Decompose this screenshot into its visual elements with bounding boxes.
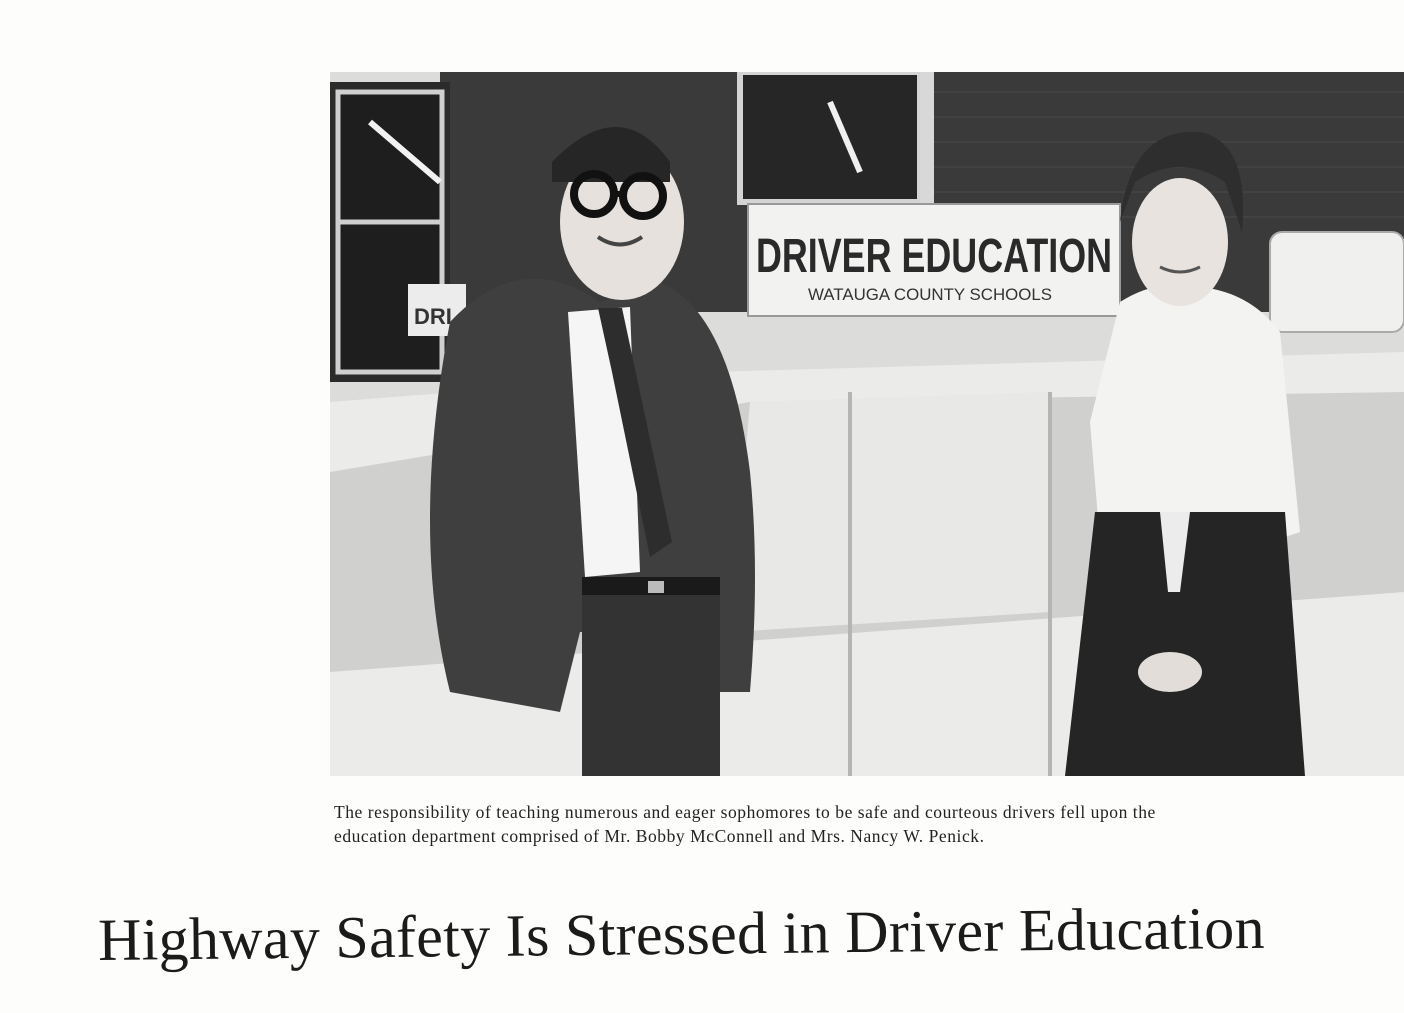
partial-sign-text: DRI bbox=[414, 304, 452, 329]
sign-subtitle: WATAUGA COUNTY SCHOOLS bbox=[808, 285, 1052, 304]
caption-line-2: education department comprised of Mr. Bobby McConnell and Mrs. Nancy W. Penick. bbox=[334, 826, 985, 846]
photo-caption bbox=[334, 800, 1402, 848]
sign-title: DRIVER EDUCATION bbox=[756, 230, 1112, 283]
driver-education-photo bbox=[330, 72, 1404, 776]
caption-line-1: The responsibility of teaching numerous and eager sophomores to be safe and courteous drivers fell upon the bbox=[334, 802, 1156, 822]
page-headline: Highway Safety Is Stressed in Driver Education bbox=[97, 894, 1266, 973]
